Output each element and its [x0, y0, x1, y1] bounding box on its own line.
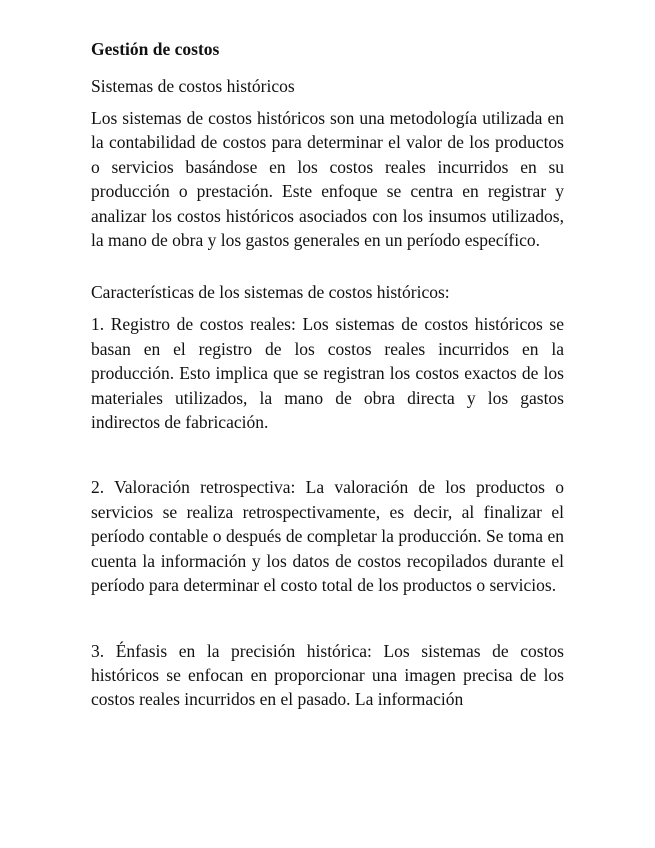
spacer [91, 434, 564, 475]
spacer [91, 598, 564, 639]
list-item: 2. Valoración retrospectiva: La valoración de los productos o servicios se realiza retrospectivamente, es decir, al finalizar el período contable o después de completar la producción. Se toma en cuenta la información y los datos de costos recopilados durante el período para determinar el costo total de los productos o servicios. [91, 477, 564, 596]
list-item: 3. Énfasis en la precisión histórica: Los sistemas de costos históricos se enfocan en proporcionar una imagen precisa de los costos reales incurridos en el pasado. La información [91, 640, 564, 710]
intro-paragraph: Los sistemas de costos históricos son una metodología utilizada en la contabilidad de costos para determinar el valor de los productos o servicios basándose en los costos reales incurridos en su producción o prestación. Este enfoque se centra en registrar y analizar los costos históricos asociados con los insumos utilizados, la mano de obra y los gastos generales en un período específico. [91, 108, 564, 251]
document-title: Gestión de costos [91, 39, 220, 59]
document-subtitle: Sistemas de costos históricos [91, 76, 295, 96]
list-item: 1. Registro de costos reales: Los sistemas de costos históricos se basan en el registro de los costos reales incurridos en la producción. Esto implica que se registran los costos exactos de los materiales utilizados, la mano de obra directa y los gastos indirectos de fabricación. [91, 314, 564, 433]
section-heading: Características de los sistemas de costos históricos: [91, 282, 450, 303]
spacer [91, 252, 564, 280]
document-page [91, 36, 564, 712]
